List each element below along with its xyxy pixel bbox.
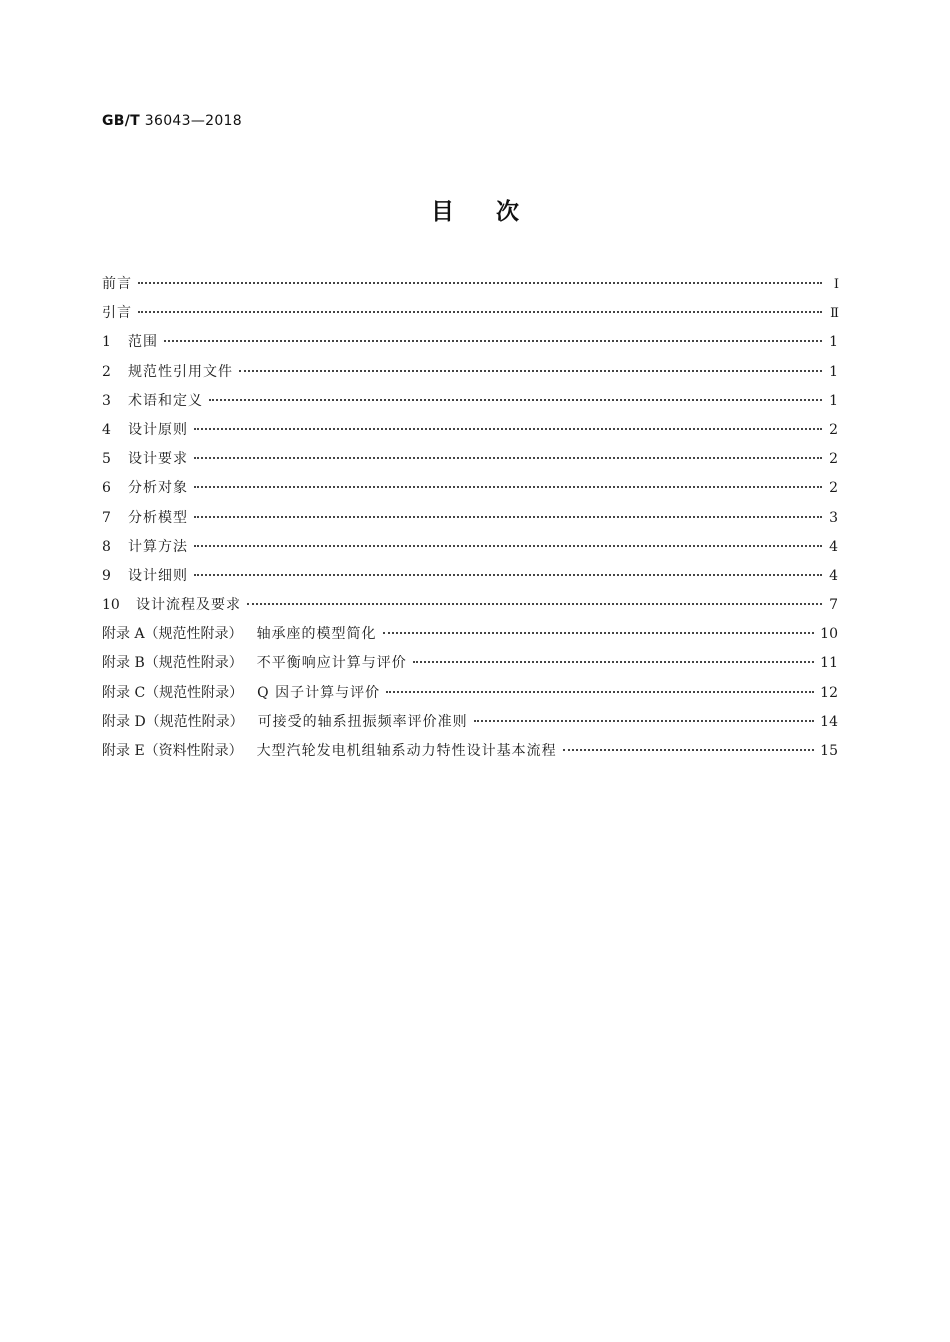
toc-entry-title: 设计细则: [128, 567, 188, 584]
toc-entry-number: 附录 A（规范性附录）: [102, 626, 243, 643]
toc-entry-title: 计算方法: [128, 538, 188, 555]
dot-leader: [474, 720, 814, 722]
toc-entry-label: [102, 562, 188, 591]
toc-entry-page: 2: [829, 421, 838, 438]
toc-entry-label: [102, 387, 203, 416]
toc-entry-label: [102, 504, 188, 533]
toc-entry-page: 4: [829, 567, 838, 584]
dot-leader: [138, 311, 822, 313]
toc-entry-title: 可接受的轴系扭振频率评价准则: [257, 713, 468, 730]
dot-leader: [194, 486, 822, 488]
toc-entry-title: 设计流程及要求: [136, 597, 241, 614]
dot-leader: [164, 340, 822, 342]
toc-entry[interactable]: [102, 679, 838, 708]
toc-entry-label: [102, 358, 233, 387]
toc-entry-title: 不平衡响应计算与评价: [256, 655, 407, 672]
toc-entry[interactable]: [102, 299, 838, 328]
toc-entry[interactable]: [102, 504, 838, 533]
toc-entry-page: 1: [829, 334, 838, 351]
toc-entry-page: 11: [820, 655, 838, 672]
dot-leader: [194, 457, 822, 459]
toc-entry-label: [102, 620, 377, 649]
toc-entry-page: 12: [820, 684, 838, 701]
standard-code-number: 36043—2018: [144, 113, 242, 129]
toc-entry-title: 术语和定义: [128, 392, 203, 409]
toc-entry[interactable]: [102, 620, 838, 649]
dot-leader: [138, 282, 822, 284]
toc-entry-page: 14: [820, 713, 838, 730]
toc-entry-page: 10: [820, 626, 838, 643]
toc-entry-label: [102, 299, 132, 328]
toc-entry[interactable]: [102, 270, 838, 299]
dot-leader: [563, 749, 815, 751]
toc-entry[interactable]: [102, 708, 838, 737]
toc-entry-number: 4: [102, 421, 111, 438]
toc-entry[interactable]: [102, 387, 838, 416]
toc-entry-title: 轴承座的模型简化: [256, 626, 377, 643]
toc-entry-label: [102, 649, 407, 678]
toc-entry[interactable]: [102, 591, 838, 620]
toc-entry-title: 设计要求: [128, 451, 188, 468]
toc-entry[interactable]: [102, 649, 838, 678]
toc-entry-label: [102, 708, 468, 737]
toc-entry-number: 5: [102, 451, 111, 468]
toc-entry-page: 3: [829, 509, 838, 526]
toc-entry-number: 6: [102, 480, 111, 497]
toc-entry-title: 分析模型: [128, 509, 188, 526]
toc-entry-page: Ⅰ: [833, 277, 838, 292]
dot-leader: [413, 661, 814, 663]
page-title: 目次: [431, 199, 561, 225]
toc-entry-title: 引言: [102, 305, 132, 322]
toc-entry-label: [102, 416, 188, 445]
dot-leader: [386, 691, 814, 693]
standard-code: [102, 113, 242, 129]
toc-entry[interactable]: [102, 533, 838, 562]
toc-entry-page: 2: [829, 451, 838, 468]
toc-entry-label: [102, 328, 158, 357]
dot-leader: [209, 399, 822, 401]
toc-entry-number: 附录 E（资料性附录）: [102, 743, 243, 759]
toc-entry-label: [102, 737, 557, 766]
toc-entry-title: 设计原则: [128, 421, 188, 438]
toc-entry-label: [102, 679, 380, 708]
toc-entry-number: 8: [102, 538, 111, 555]
dot-leader: [194, 574, 822, 576]
toc-entry-label: [102, 270, 132, 299]
toc-entry[interactable]: [102, 445, 838, 474]
toc-entry-number: 7: [102, 509, 111, 526]
toc-entry-title: 大型汽轮发电机组轴系动力特性设计基本流程: [256, 743, 557, 759]
toc-entry-title: 范围: [128, 334, 158, 351]
standard-code-prefix: GB/T: [102, 113, 141, 129]
toc-entry-page: Ⅱ: [830, 306, 838, 322]
toc-entry-title: 分析对象: [128, 480, 188, 497]
toc-entry-number: 9: [102, 567, 111, 584]
dot-leader: [239, 370, 822, 372]
toc-entry-page: 1: [829, 392, 838, 409]
toc-entry-number: 3: [102, 392, 111, 409]
toc-entry-title: 规范性引用文件: [128, 363, 233, 380]
dot-leader: [194, 428, 822, 430]
toc-entry-number: 2: [102, 363, 111, 380]
toc-entry[interactable]: [102, 416, 838, 445]
toc-entry-label: [102, 445, 188, 474]
dot-leader: [383, 632, 815, 634]
toc-entry-page: 15: [820, 743, 838, 759]
dot-leader: [194, 545, 822, 547]
toc-entry-page: 7: [829, 597, 838, 614]
toc-entry-page: 4: [829, 538, 838, 555]
toc-entry-page: 2: [829, 480, 838, 497]
toc-entry-title: 前言: [102, 276, 132, 292]
toc-entry-number: 10: [102, 597, 120, 614]
toc-entry[interactable]: [102, 562, 838, 591]
toc-entry-label: [102, 474, 188, 503]
toc-entry[interactable]: [102, 737, 838, 766]
toc-entry[interactable]: [102, 328, 838, 357]
toc-entry-label: [102, 591, 241, 620]
toc-entry-number: 1: [102, 334, 111, 351]
toc-entry[interactable]: [102, 474, 838, 503]
dot-leader: [247, 603, 822, 605]
toc-entry[interactable]: [102, 358, 838, 387]
toc-entry-number: 附录 B（规范性附录）: [102, 655, 243, 672]
table-of-contents: [102, 270, 838, 766]
toc-entry-page: 1: [829, 363, 838, 380]
dot-leader: [194, 516, 822, 518]
toc-entry-title: Q 因子计算与评价: [257, 684, 381, 701]
toc-entry-label: [102, 533, 188, 562]
toc-entry-number: 附录 C（规范性附录）: [102, 684, 244, 701]
toc-entry-number: 附录 D（规范性附录）: [102, 713, 244, 730]
